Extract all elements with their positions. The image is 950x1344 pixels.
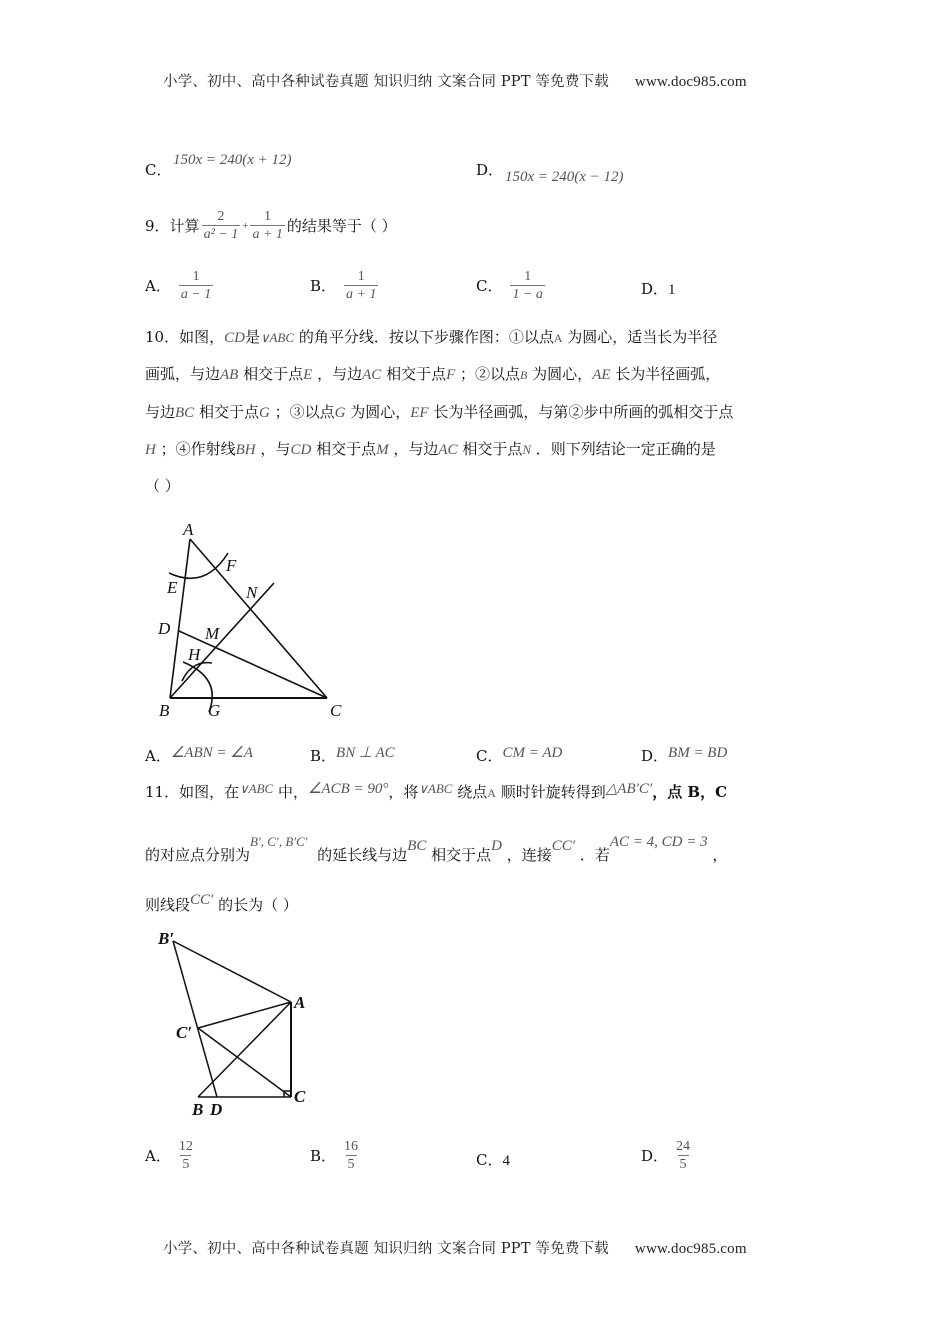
point-e-label: E: [167, 578, 178, 597]
q10-option-c[interactable]: C．CM = AD: [476, 745, 563, 765]
question-10-line-5: （ ）: [145, 477, 180, 495]
option-fraction: $\frac{1}{a - 1}$: [180, 269, 212, 302]
header-url[interactable]: www.doc985.com: [634, 74, 747, 90]
question-number: 9．: [145, 216, 170, 235]
q9-option-a[interactable]: A． $\frac{1}{a - 1}$: [145, 269, 212, 302]
q11-option-a[interactable]: A． $\frac{12}{5}$: [145, 1139, 193, 1172]
point-c-label: C: [330, 701, 342, 720]
point-d-label: D: [158, 619, 171, 638]
question-10-line-2: 画弧，与边AB 相交于点E ，与边AC 相交于点F ；②以点B 为圆心，AE 长为半径画弧，: [145, 365, 721, 383]
point-b-label-q11: B: [192, 1100, 204, 1119]
q11-option-c[interactable]: C．4: [476, 1151, 510, 1169]
q8-option-c-expr: 150x = 240(x + 12): [173, 152, 292, 168]
question-prefix: 计算: [169, 216, 200, 235]
q10-option-b[interactable]: B．BN ⊥ AC: [310, 745, 395, 765]
plus-sign: +: [242, 219, 249, 232]
q8-option-d-expr: 150x = 240(x − 12): [505, 169, 624, 185]
question-suffix: 的结果等于（ ）: [286, 216, 397, 235]
q9-option-b[interactable]: B． $\frac{1}{a + 1}$: [310, 269, 377, 302]
option-label: C．: [145, 161, 172, 179]
question-11-line-3: 则线段CC′ 的长为（ ）: [145, 892, 298, 914]
q11-option-b[interactable]: B． $\frac{16}{5}$: [310, 1139, 359, 1172]
option-fraction: $\frac{24}{5}$: [676, 1139, 691, 1172]
point-c-label-q11: C: [294, 1087, 306, 1106]
point-g-label: G: [208, 701, 221, 720]
option-label: D．: [476, 161, 504, 179]
question-10-line-4: H ；④作射线BH ，与CD 相交于点M ，与边AC 相交于点N ．则下列结论一定正确的是: [145, 440, 716, 458]
point-m-label: M: [205, 624, 220, 643]
question-11-line-2: 的对应点分别为B′, C′, B′C′ 的延长线与边BC 相交于点D ，连接CC′ ．若AC = 4, CD = 3 ，: [145, 834, 728, 864]
point-b-prime-label: B′: [158, 929, 175, 948]
option-fraction: $\frac{1}{a + 1}$: [346, 269, 377, 302]
fraction-2: $\frac{1}{a + 1}$: [252, 209, 283, 242]
q11-option-d[interactable]: D． $\frac{24}{5}$: [641, 1139, 691, 1172]
q9-option-d[interactable]: D．1: [641, 280, 676, 298]
footer-url[interactable]: www.doc985.com: [634, 1241, 747, 1257]
question-10-line-3: 与边BC 相交于点G ；③以点G 为圆心，EF 长为半径画弧，与第②步中所画的弧相交于点: [145, 403, 734, 421]
header-text: 小学、初中、高中各种试卷真题 知识归纳 文案合同 PPT 等免费下载: [163, 74, 609, 90]
question-10-line-1: 10．如图，CD是∨ABC 的角平分线．按以下步骤作图：①以点A 为圆心，适当长为半径: [145, 328, 718, 346]
option-fraction: $\frac{1}{1 - a}$: [512, 269, 543, 302]
page-footer: [163, 1237, 747, 1258]
q10-option-d[interactable]: D．BM = BD: [641, 745, 728, 765]
point-a-label: A: [183, 520, 194, 539]
point-b-label: B: [159, 701, 170, 720]
option-fraction: $\frac{12}{5}$: [178, 1139, 193, 1172]
footer-text: 小学、初中、高中各种试卷真题 知识归纳 文案合同 PPT 等免费下载: [163, 1241, 609, 1257]
point-c-prime-label: C′: [176, 1023, 193, 1042]
option-fraction: $\frac{16}{5}$: [344, 1139, 359, 1172]
fraction-1: $\frac{2}{\text{a² − 1}}$: [203, 209, 239, 242]
q9-option-c[interactable]: C． $\frac{1}{1 - a}$: [476, 269, 543, 302]
point-d-label-q11: D: [210, 1100, 223, 1119]
question-11-line-1: 11．如图，在∨ABC 中，∠ACB = 90°，将∨ABC 绕点A 顺时针旋转得到△AB′C′，点 B，C: [145, 781, 728, 801]
point-h-label: H: [188, 645, 201, 664]
point-a-label-q11: A: [294, 993, 306, 1012]
point-f-label: F: [226, 556, 237, 575]
point-n-label: N: [246, 583, 258, 602]
q10-option-a[interactable]: A．∠ABN = ∠A: [145, 745, 253, 765]
